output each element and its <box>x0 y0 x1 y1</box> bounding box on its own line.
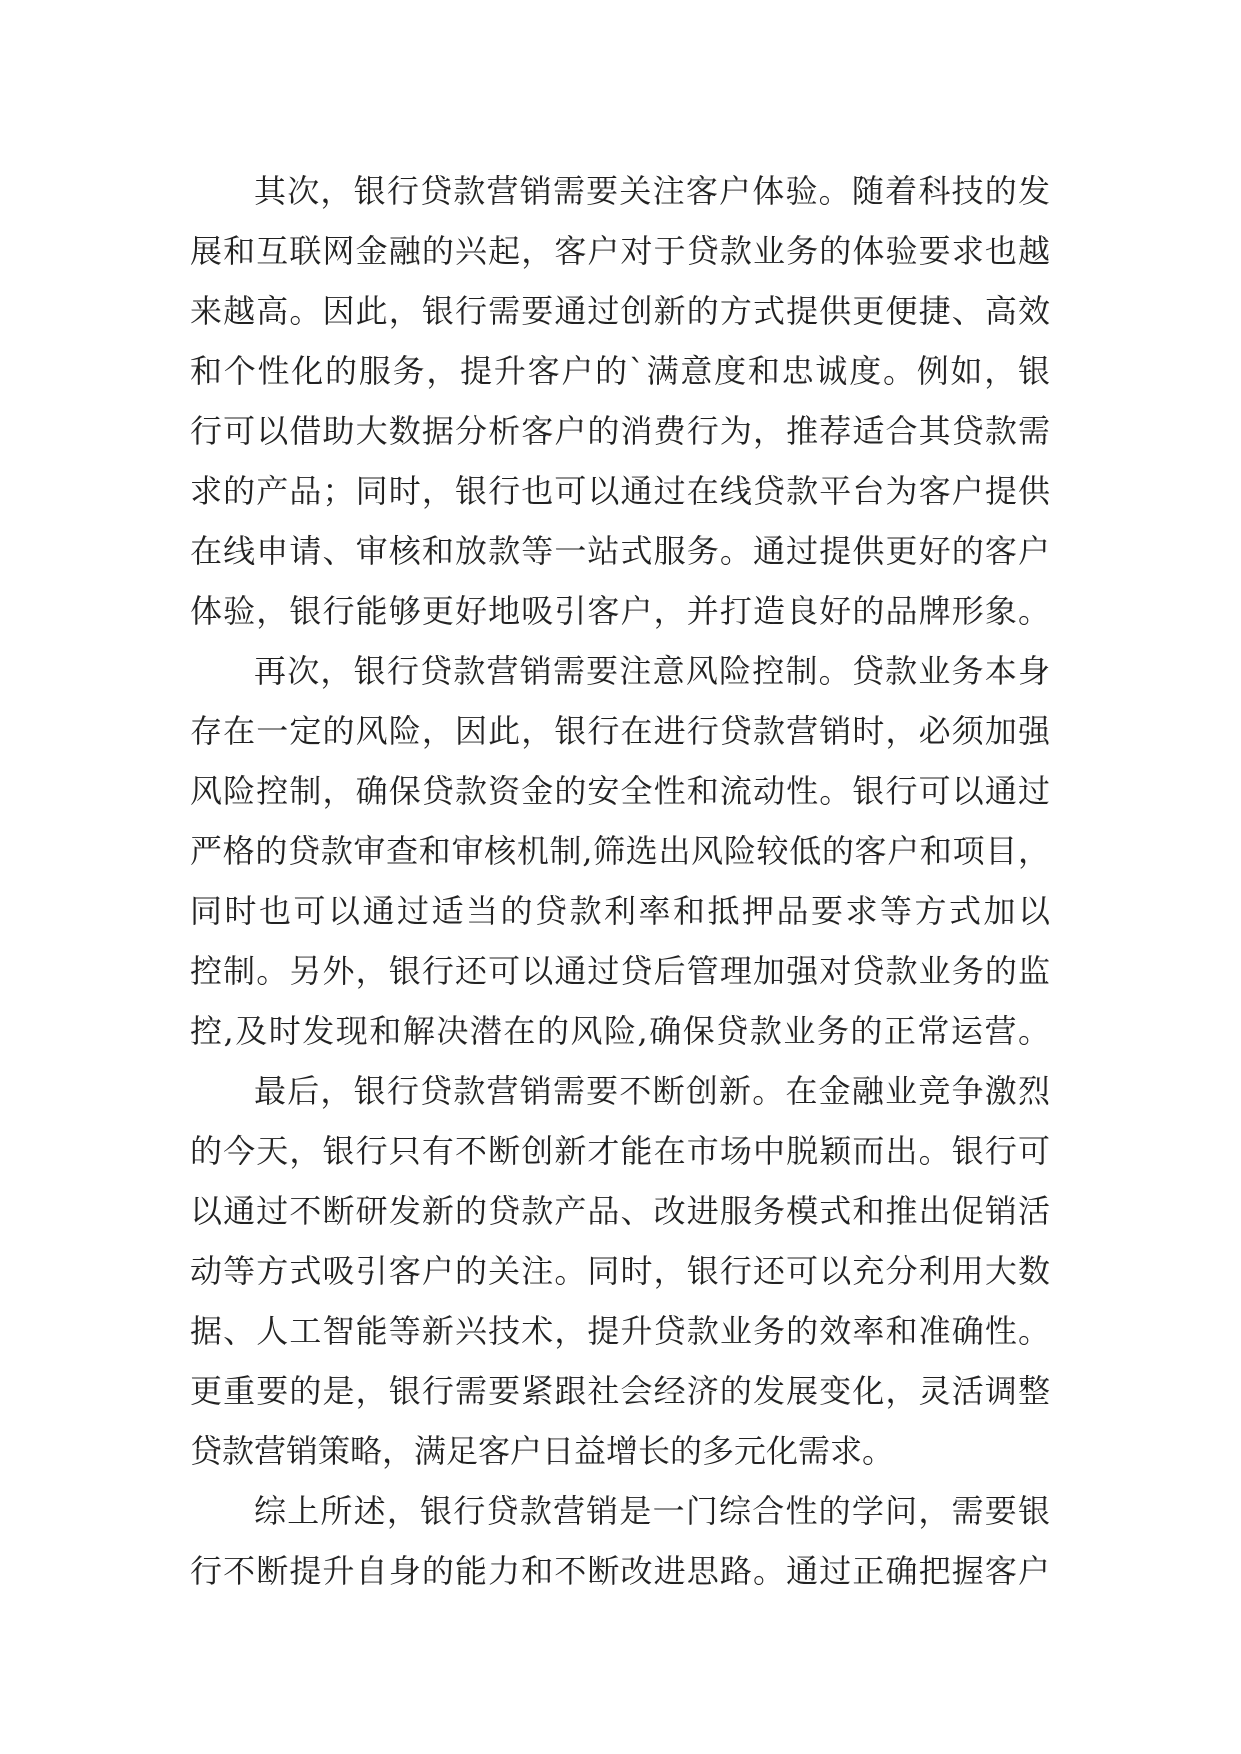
paragraph-customer-experience <box>190 161 1050 641</box>
text-line: 严格的贷款审查和审核机制,筛选出风险较低的客户和项目， <box>190 832 1050 870</box>
text-line: 其次，银行贷款营销需要关注客户体验。随着科技的发 <box>254 172 1050 210</box>
text-line: 行可以借助大数据分析客户的消费行为，推荐适合其贷款需 <box>190 412 1050 450</box>
text-line: 再次，银行贷款营销需要注意风险控制。贷款业务本身 <box>254 652 1050 690</box>
text-line: 体验，银行能够更好地吸引客户，并打造良好的品牌形象。 <box>190 592 1050 630</box>
text-line: 的今天，银行只有不断创新才能在市场中脱颖而出。银行可 <box>190 1132 1050 1170</box>
text-line: 贷款营销策略，满足客户日益增长的多元化需求。 <box>190 1432 895 1470</box>
text-line: 控,及时发现和解决潜在的风险,确保贷款业务的正常运营。 <box>190 1012 1050 1050</box>
text-line: 据、人工智能等新兴技术，提升贷款业务的效率和准确性。 <box>190 1312 1050 1350</box>
text-line: 动等方式吸引客户的关注。同时，银行还可以充分利用大数 <box>190 1252 1050 1290</box>
paragraph-summary <box>190 1481 1050 1601</box>
paragraph-risk-control <box>190 641 1050 1061</box>
text-line: 最后，银行贷款营销需要不断创新。在金融业竞争激烈 <box>254 1072 1050 1110</box>
text-line: 更重要的是，银行需要紧跟社会经济的发展变化，灵活调整 <box>190 1372 1050 1410</box>
text-line: 同时也可以通过适当的贷款利率和抵押品要求等方式加以 <box>190 892 1050 930</box>
text-line: 行不断提升自身的能力和不断改进思路。通过正确把握客户 <box>190 1552 1050 1590</box>
text-line: 求的产品；同时，银行也可以通过在线贷款平台为客户提供 <box>190 472 1050 510</box>
text-line: 在线申请、审核和放款等一站式服务。通过提供更好的客户 <box>190 532 1050 570</box>
text-line: 风险控制，确保贷款资金的安全性和流动性。银行可以通过 <box>190 772 1050 810</box>
text-line: 以通过不断研发新的贷款产品、改进服务模式和推出促销活 <box>190 1192 1050 1230</box>
text-line: 展和互联网金融的兴起，客户对于贷款业务的体验要求也越 <box>190 232 1050 270</box>
text-line: 来越高。因此，银行需要通过创新的方式提供更便捷、高效 <box>190 292 1050 330</box>
paragraph-innovation <box>190 1061 1050 1481</box>
text-line: 控制。另外，银行还可以通过贷后管理加强对贷款业务的监 <box>190 952 1050 990</box>
text-line: 综上所述，银行贷款营销是一门综合性的学问，需要银 <box>254 1492 1050 1530</box>
text-line: 存在一定的风险，因此，银行在进行贷款营销时，必须加强 <box>190 712 1050 750</box>
text-line: 和个性化的服务，提升客户的`满意度和忠诚度。例如，银 <box>190 352 1050 390</box>
document-body <box>190 161 1050 1601</box>
